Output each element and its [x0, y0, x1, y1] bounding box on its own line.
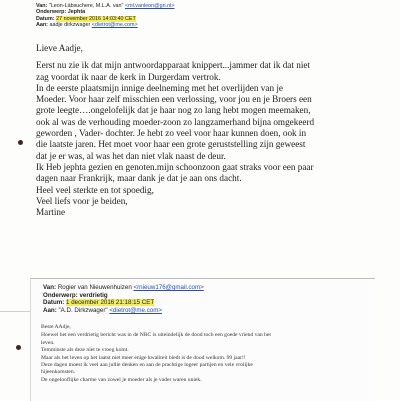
email-line: De ongelooflijke charme van zowel je moeder als je vader waren uniek.	[41, 376, 202, 383]
letter-line: geworden , Vader- dochter. Je hebt zo veel voor haar kunnen doen, ook in	[36, 128, 307, 139]
to-row	[43, 307, 204, 315]
subject-value: verdrietig	[79, 291, 108, 299]
from-value: Rogier van Nieuwenhuizen	[57, 284, 132, 291]
subject-label: Onderwerp:	[43, 291, 78, 299]
date-value: 27 november 2016 14:03:40 CET	[56, 15, 136, 22]
email-line: leven.	[41, 339, 55, 346]
greeting: Lieve Aadje,	[36, 43, 83, 53]
email-line: Maar als het leven op het laatst niet meer enige kwaliteit biedt is de dood welkom. 99 jaar!!	[41, 354, 246, 361]
letter-line: ook al was de verhouding moeder-zoon zo langzamerhand bijna omgekeerd	[36, 116, 315, 127]
letter-line: Ik Heb jephta gezien en genoten.mijn schoonzoon gaat straks voor een paar	[36, 161, 314, 172]
email-body	[41, 324, 371, 384]
from-row	[43, 284, 204, 292]
letter-line: Veel liefs voor je beiden,	[36, 195, 128, 206]
date-value: 1 december 2016 21:18:15 CET	[66, 299, 155, 307]
letter-body	[36, 43, 376, 218]
second-email	[30, 278, 375, 401]
divider	[0, 311, 30, 312]
date-label: Datum:	[36, 15, 55, 22]
from-value: "Leon-Läbsuchere, M.L.A. van"	[48, 3, 124, 9]
letter-line: zag voordat ik naar de kerk in Durgerdam vertrok.	[36, 71, 221, 82]
letter-line: In de eerste plaatsmijn innige deelneming met het overlijden van je	[36, 82, 283, 93]
from-address: <rnieuw176@gmail.com>	[133, 284, 204, 291]
email-header	[43, 284, 204, 314]
to-label: Aan:	[36, 22, 48, 29]
date-label: Datum:	[43, 299, 65, 307]
subject-value: Jephta	[67, 9, 86, 16]
subject-row	[43, 292, 204, 300]
email-line: Hoewel het een verdrietig bericht was in de NRC is uiteindelijk de dood toch een goede vriend van het	[41, 332, 271, 339]
letter-line: dat je er was, al was het dan niet vlak naast de deur.	[36, 150, 226, 161]
email-line: hijeenkomsten.	[41, 369, 76, 376]
date-row	[43, 299, 204, 307]
to-address: <dietrot@me.com>	[109, 306, 163, 314]
email-header	[36, 3, 376, 29]
subject-label: Onderwerp:	[36, 9, 67, 16]
letter-line: Eerst nu zie ik dat mijn antwoordapparaat knippert...jammer dat ik dat niet	[36, 60, 311, 71]
from-label: Van:	[36, 3, 48, 9]
letter-line: die laatste jaren. Het moet voor haar een grote geruststelling zijn geweest	[36, 139, 306, 150]
signature: Martine	[36, 207, 66, 218]
from-label: Van:	[43, 284, 57, 291]
to-address: <dietrot@me.com>	[91, 22, 138, 29]
letter-line: grote leegte….ongelofelijk dat je haar nog zo lang hebt mogen meemaken,	[36, 105, 311, 116]
punch-hole	[18, 140, 23, 145]
from-address: <ml.vanleon@gn.nl>	[124, 3, 175, 9]
email-line: Temminste als deze niet te vroeg komt.	[41, 347, 129, 354]
email-line: Deze dagen moest ik veel aan jullie denken en aan de prachtige logeer partijen en vele vrolijke	[41, 362, 253, 369]
to-label: Aan:	[43, 306, 57, 314]
letter-line: Moeder. Voor haar zelf misschien een verlossing, voor jou en je Broers een	[36, 94, 312, 105]
to-value: "A.D. Dirkzwager"	[58, 306, 108, 314]
greeting: Beste AAdje,	[41, 324, 71, 330]
to-row	[36, 22, 376, 28]
punch-hole	[16, 345, 21, 350]
letter-line: dagen naar Frankrijk, maar dank je dat je aan ons dacht.	[36, 173, 242, 184]
to-value: aadje dirkzwager	[49, 22, 91, 29]
letter-line: Heel veel sterkte en tot spoedig,	[36, 184, 154, 195]
